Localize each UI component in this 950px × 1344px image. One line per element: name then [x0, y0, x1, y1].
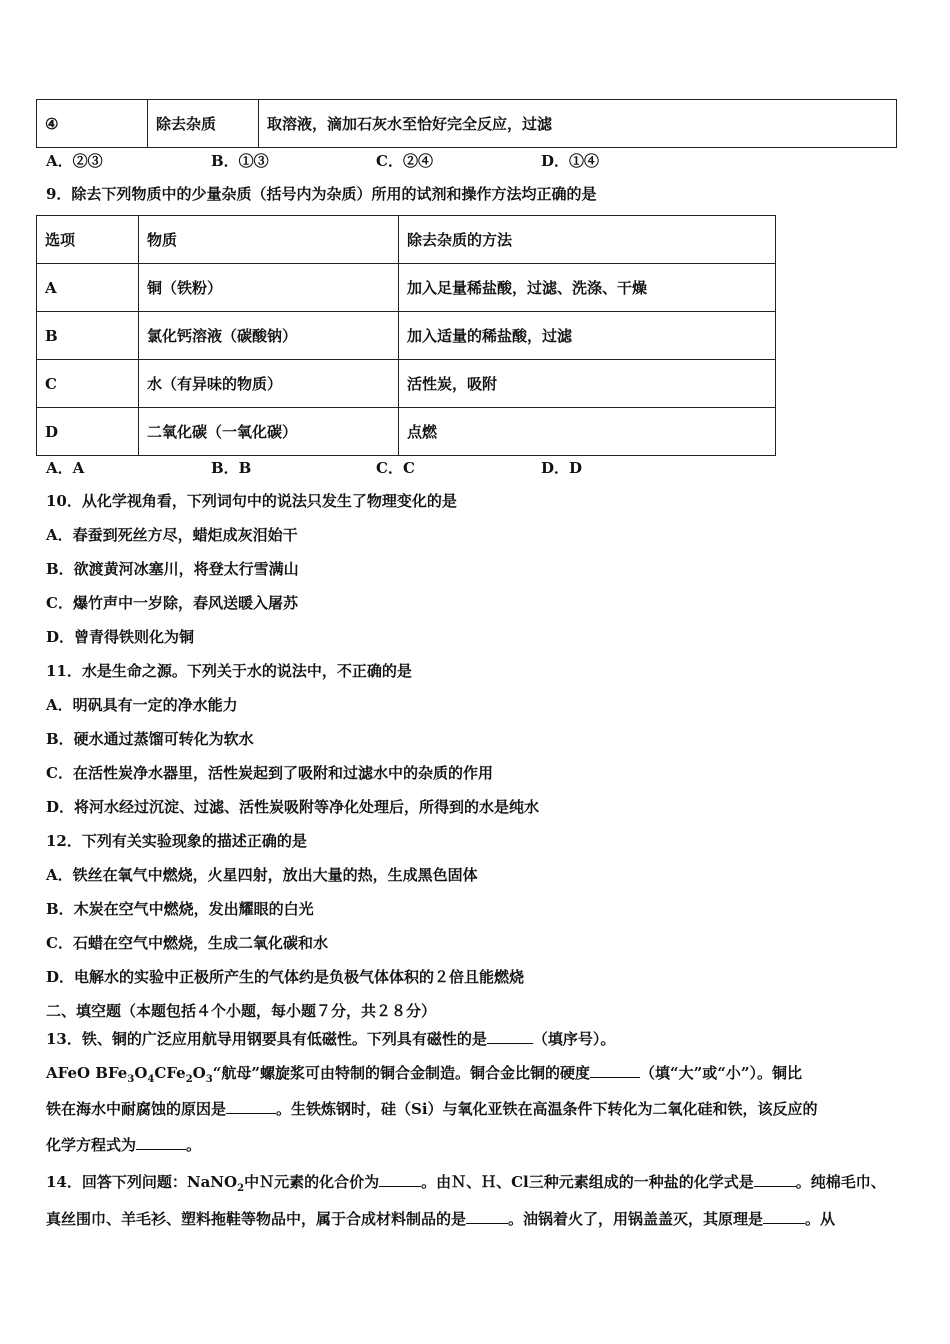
q13-text: CFe	[154, 1064, 186, 1082]
table-cell: B	[37, 312, 139, 360]
table-cell: 水（有异味的物质）	[139, 360, 399, 408]
option-d[interactable]: D．将河水经过沉淀、过滤、活性炭吸附等净化处理后，所得到的水是纯水	[46, 798, 540, 816]
q13-line-1	[46, 1027, 615, 1049]
option-d[interactable]: D．曾青得铁则化为铜	[46, 628, 195, 646]
q14-text: 中Ｎ元素的化合价为	[244, 1173, 380, 1191]
answer-blank[interactable]	[226, 1097, 276, 1114]
subscript: 3	[127, 1074, 135, 1085]
option-b[interactable]: B．欲渡黄河冰塞川，将登太行雪满山	[46, 560, 299, 578]
section-heading: 二、填空题（本题包括４个小题，每小题７分，共２８分）	[46, 1002, 437, 1020]
table-cell: D	[37, 408, 139, 456]
q13-text: AFeO BFe	[46, 1064, 128, 1082]
cell-purpose: 除去杂质	[148, 100, 259, 148]
table-cell: 二氧化碳（一氧化碳）	[139, 408, 399, 456]
option-c[interactable]: C．爆竹声中一岁除，春风送暖入屠苏	[46, 594, 298, 612]
q11-stem: 11．水是生命之源。下列关于水的说法中，不正确的是	[46, 662, 412, 680]
header-cell: 物质	[139, 216, 399, 264]
q13-text: 铁在海水中耐腐蚀的原因是	[46, 1100, 227, 1118]
q14-text: 。纯棉毛巾、	[795, 1173, 886, 1191]
table-header-row	[37, 216, 776, 264]
table-cell: C	[37, 360, 139, 408]
cell-method: 取溶液，滴加石灰水至恰好完全反应，过滤	[259, 100, 897, 148]
subscript: 3	[205, 1074, 213, 1085]
q9-stem: 9．除去下列物质中的少量杂质（括号内为杂质）所用的试剂和操作方法均正确的是	[46, 185, 597, 203]
table-row	[37, 264, 776, 312]
table-cell: 氯化钙溶液（碳酸钠）	[139, 312, 399, 360]
cell-num: ④	[37, 100, 148, 148]
answer-blank[interactable]	[379, 1170, 421, 1187]
answer-blank[interactable]	[487, 1027, 533, 1044]
q13-line-2	[46, 1061, 802, 1090]
option-b[interactable]: B．木炭在空气中燃烧，发出耀眼的白光	[46, 900, 314, 918]
option-a[interactable]: A．铁丝在氧气中燃烧，火星四射，放出大量的热，生成黑色固体	[46, 866, 478, 884]
option-c[interactable]: C．石蜡在空气中燃烧，生成二氧化碳和水	[46, 934, 328, 952]
q13-text: 化学方程式为	[46, 1136, 137, 1154]
q8-table-row	[36, 99, 897, 148]
q12-stem: 12．下列有关实验现象的描述正确的是	[46, 832, 307, 850]
option-a[interactable]: A．春蚕到死丝方尽，蜡炬成灰泪始干	[46, 526, 298, 544]
q14-line-1	[46, 1170, 886, 1199]
answer-blank[interactable]	[136, 1133, 186, 1150]
table-cell: 点燃	[399, 408, 776, 456]
table-cell: 活性炭，吸附	[399, 360, 776, 408]
subscript: 4	[147, 1074, 155, 1085]
option-b[interactable]: B．B	[211, 459, 252, 477]
header-cell: 除去杂质的方法	[399, 216, 776, 264]
q13-text: （填“大”或“小”）。铜比	[639, 1064, 802, 1082]
table-row	[37, 312, 776, 360]
answer-blank[interactable]	[754, 1170, 796, 1187]
table-cell: 加入适量的稀盐酸，过滤	[399, 312, 776, 360]
answer-blank[interactable]	[763, 1207, 805, 1224]
header-cell: 选项	[37, 216, 139, 264]
answer-blank[interactable]	[590, 1061, 640, 1078]
option-a[interactable]: A．明矾具有一定的净水能力	[46, 696, 238, 714]
q13-text: （填序号）。	[532, 1030, 616, 1048]
q14-text: 14．回答下列问题：NaNO	[46, 1173, 238, 1191]
option-b[interactable]: B．硬水通过蒸馏可转化为软水	[46, 730, 254, 748]
option-d[interactable]: D．电解水的实验中正极所产生的气体约是负极气体体积的２倍且能燃烧	[46, 968, 525, 986]
option-c[interactable]: C．C	[376, 459, 415, 477]
q13-text: “航母”螺旋浆可由特制的铜合金制造。铜合金比铜的硬度	[212, 1064, 590, 1082]
option-b[interactable]: B．①③	[211, 152, 269, 170]
subscript: 2	[237, 1183, 245, 1194]
table-cell: 铜（铁粉）	[139, 264, 399, 312]
table-row	[37, 408, 776, 456]
option-c[interactable]: C．②④	[376, 152, 433, 170]
table-row	[37, 360, 776, 408]
q10-stem: 10．从化学视角看，下列词句中的说法只发生了物理变化的是	[46, 492, 457, 510]
q13-text: O	[192, 1064, 206, 1082]
q13-line-4	[46, 1133, 201, 1155]
table-cell: 加入足量稀盐酸，过滤、洗涤、干燥	[399, 264, 776, 312]
option-a[interactable]: A．A	[46, 459, 85, 477]
q14-text: 真丝围巾、羊毛衫、塑料拖鞋等物品中，属于合成材料制品的是	[46, 1210, 467, 1228]
q13-text: 。生铁炼钢时，硅（Si）与氧化亚铁在高温条件下转化为二氧化硅和铁，该反应的	[276, 1100, 818, 1118]
q9-table	[36, 215, 776, 456]
q14-text: 。从	[805, 1210, 836, 1228]
option-a[interactable]: A．②③	[46, 152, 103, 170]
subscript: 2	[185, 1074, 193, 1085]
table-cell: A	[37, 264, 139, 312]
option-d[interactable]: D．D	[541, 459, 583, 477]
option-c[interactable]: C．在活性炭净水器里，活性炭起到了吸附和过滤水中的杂质的作用	[46, 764, 493, 782]
q14-line-2	[46, 1207, 835, 1229]
option-d[interactable]: D．①④	[541, 152, 600, 170]
q13-text: 。	[186, 1136, 202, 1154]
q13-text: O	[134, 1064, 148, 1082]
answer-blank[interactable]	[466, 1207, 508, 1224]
q14-text: 。油锅着火了，用锅盖盖灭，其原理是	[508, 1210, 764, 1228]
q14-text: 。由Ｎ、Ｈ、Cl三种元素组成的一种盐的化学式是	[421, 1173, 754, 1191]
q13-line-3	[46, 1097, 818, 1119]
q13-text: 13．铁、铜的广泛应用航导用钢要具有低磁性。下列具有磁性的是	[46, 1030, 487, 1048]
